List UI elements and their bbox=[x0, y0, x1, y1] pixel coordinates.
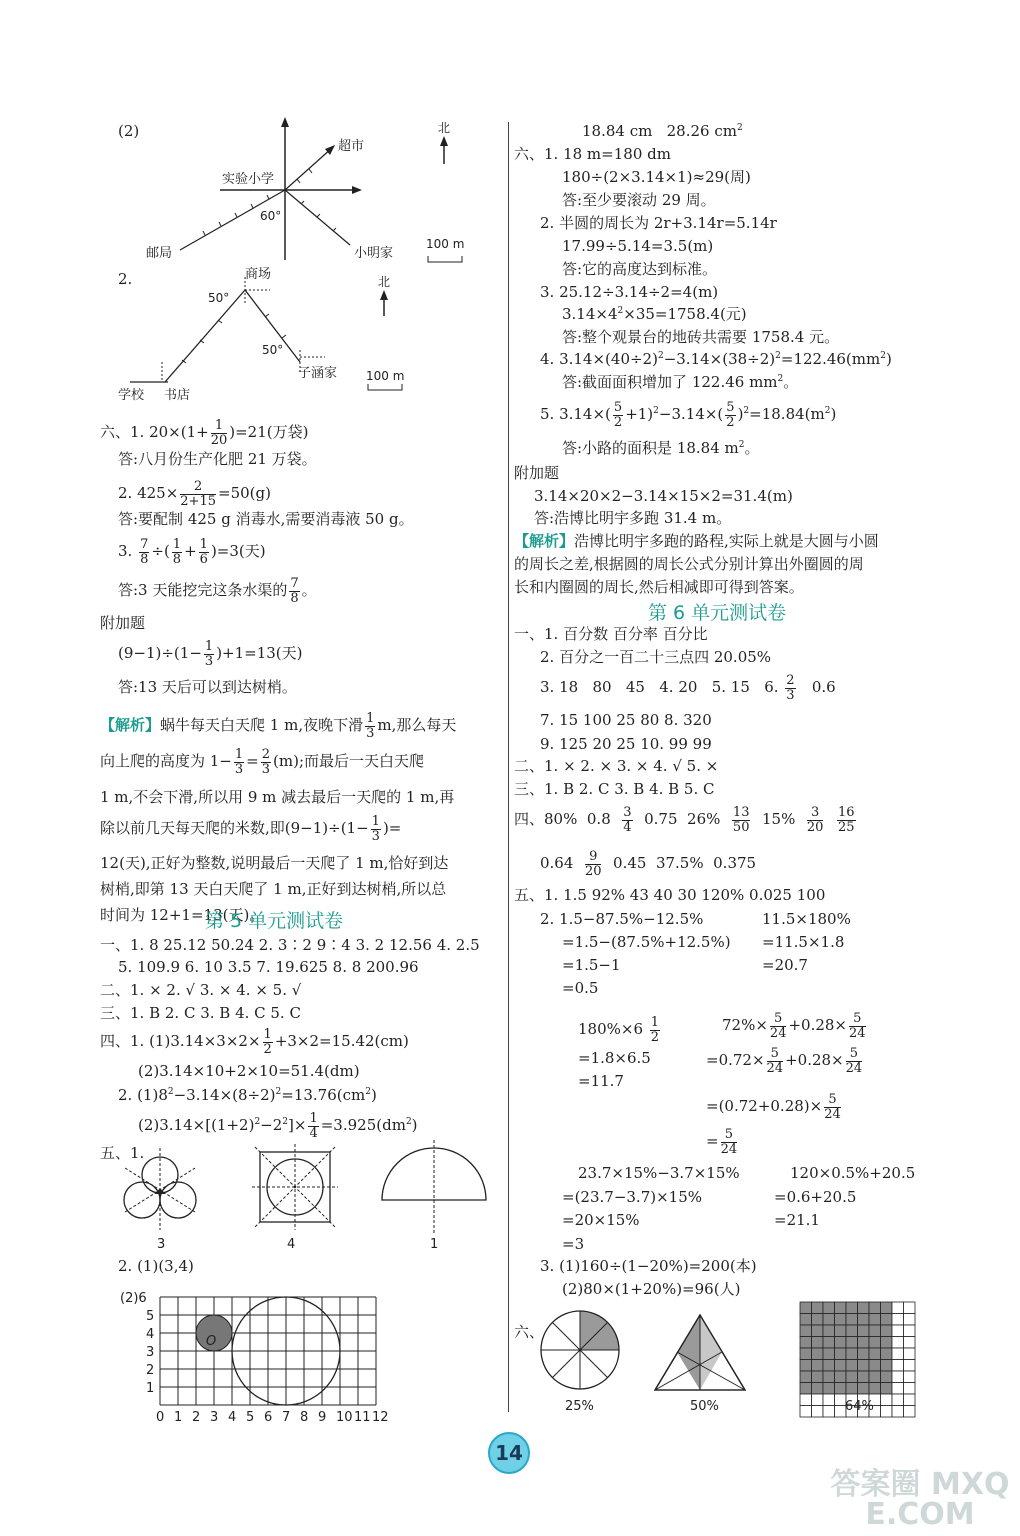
grid-cell bbox=[823, 1325, 835, 1337]
grid-cell bbox=[823, 1371, 835, 1383]
u6-3: 3. 18 80 45 4. 20 5. 15 6. $\frac{2}{3}$ 0.6 bbox=[540, 673, 836, 703]
grid-y-tick: 5 bbox=[146, 1309, 155, 1324]
grid-cell bbox=[800, 1383, 812, 1395]
r6-5c: 答:小路的面积是 18.84 $m^2$。 bbox=[562, 439, 760, 457]
grid-x-tick: 0 bbox=[156, 1410, 165, 1425]
svg-text:北: 北 bbox=[378, 275, 391, 289]
unit6-title: 第 6 单元测试卷 bbox=[648, 602, 787, 624]
u6-san: 三、1. B 2. C 3. B 4. B 5. C bbox=[514, 780, 715, 798]
u5-4-3: 2. $(1)8^2-3.14\times(8\div 2)^2=13.76(cm^2)$ bbox=[118, 1086, 377, 1104]
calcD-2: =(0.72+0.28)× $\frac{5}{24}$ bbox=[706, 1092, 841, 1122]
coordinate-grid bbox=[120, 1275, 400, 1425]
r6-3: 3. 25.12÷3.14÷2=4(m) bbox=[540, 283, 719, 301]
grid-cell bbox=[835, 1337, 847, 1349]
grid-cell bbox=[835, 1348, 847, 1360]
grid-cell bbox=[800, 1314, 812, 1326]
grid-cell bbox=[846, 1348, 858, 1360]
q2-label: 2. bbox=[118, 270, 133, 288]
map1-school: 实验小学 bbox=[222, 172, 275, 187]
grid-cell bbox=[904, 1406, 916, 1418]
calcD-1: =0.72× $\frac{5}{24}$ +0.28× $\frac{5}{24}$ bbox=[706, 1046, 863, 1076]
six-2-answer: 答:要配制 425 g 消毒水,需要消毒液 50 g。 bbox=[118, 510, 414, 528]
u6-wu1: 五、1. 1.5 92% 43 40 30 120% 0.025 100 bbox=[514, 886, 826, 904]
grid-cell bbox=[846, 1314, 858, 1326]
calcD-0: 72%× $\frac{5}{24}$ +0.28× $\frac{5}{24}$ bbox=[722, 1011, 866, 1041]
u5-1a: 一、1. 8 25.12 50.24 2. 3∶2 9∶4 3. 2 12.56 4. 2.5 bbox=[100, 936, 480, 954]
fujia-left-eq: (9−1)÷(1− $\frac{1}{3}$ )+1=13(天) bbox=[118, 639, 303, 669]
jiexi-left-4: 除以前几天每天爬的米数,即(9−1)÷(1− $\frac{1}{3}$ )= bbox=[100, 814, 402, 844]
calcA-1: =1.5−(87.5%+12.5%) bbox=[562, 933, 731, 951]
grid-cell bbox=[869, 1348, 881, 1360]
map2-mall: 商场 bbox=[245, 267, 272, 282]
grid-cell bbox=[812, 1325, 824, 1337]
calcA-2: =1.5−1 bbox=[562, 956, 621, 974]
grid-cell bbox=[846, 1360, 858, 1372]
r6-1c: 答:至少要滚动 29 周。 bbox=[562, 191, 716, 209]
u6-er: 二、1. × 2. × 3. × 4. √ 5. × bbox=[514, 757, 719, 775]
r6-3c: 答:整个观景台的地砖共需要 1758.4 元。 bbox=[562, 328, 840, 346]
grid-cell bbox=[892, 1371, 904, 1383]
grid-cell bbox=[904, 1383, 916, 1395]
grid-cell bbox=[823, 1348, 835, 1360]
grid-cell bbox=[858, 1314, 870, 1326]
u6-si: 四、80% 0.8 $\frac{3}{4}$ 0.75 26% $\frac{13}{50}$ 15% $\frac{3}{20}$ $\frac{16}{25}$ bbox=[514, 805, 855, 835]
svg-text:25%: 25% bbox=[565, 1399, 594, 1414]
symmetry-figures bbox=[115, 1140, 475, 1250]
u6-4: 7. 15 100 25 80 8. 320 bbox=[540, 711, 712, 729]
grid-x-tick: 1 bbox=[174, 1410, 183, 1425]
r6-2c: 答:它的高度达到标准。 bbox=[562, 260, 718, 278]
item-2-label: (2) bbox=[118, 122, 140, 140]
u5-4-1: 四、1. (1)3.14×3×2× $\frac{1}{2}$ +3×2=15.42(cm) bbox=[100, 1027, 409, 1057]
grid-cell bbox=[892, 1383, 904, 1395]
u5-1b: 5. 109.9 6. 10 3.5 7. 19.625 8. 8 200.96 bbox=[118, 958, 419, 976]
u6-1: 一、1. 百分数 百分率 百分比 bbox=[514, 625, 708, 643]
grid-cell bbox=[869, 1302, 881, 1314]
grid-cell bbox=[812, 1337, 824, 1349]
grid-cell bbox=[858, 1325, 870, 1337]
unit5-title: 第 5 单元测试卷 bbox=[205, 910, 344, 932]
grid-cell bbox=[892, 1360, 904, 1372]
grid-cell bbox=[812, 1406, 824, 1418]
r6-5: 5. 3.14×( $\frac{5}{2}$ +1)$^2$−3.14×( $\frac{5}{2}$ )$^2=18.84(m^2)$ bbox=[540, 400, 837, 430]
fujia-right-eq: 3.14×20×2−3.14×15×2=31.4(m) bbox=[534, 487, 793, 505]
calcE-3: =3 bbox=[562, 1235, 585, 1253]
grid-cell bbox=[892, 1314, 904, 1326]
calcC-1: =1.8×6.5 bbox=[578, 1049, 651, 1067]
grid-cell bbox=[892, 1325, 904, 1337]
r6-1b: 180÷(2×3.14×1)≈29(周) bbox=[562, 168, 751, 186]
grid-cell bbox=[881, 1360, 893, 1372]
grid-cell bbox=[881, 1337, 893, 1349]
page-number-badge bbox=[488, 1432, 530, 1474]
grid-cell bbox=[823, 1302, 835, 1314]
grid-y-tick: 4 bbox=[146, 1327, 155, 1342]
w3b: (2)80×(1+20%)=96(人) bbox=[562, 1280, 741, 1298]
u5-5-2: 2. (1)(3,4) bbox=[118, 1257, 194, 1275]
grid-cell bbox=[835, 1314, 847, 1326]
svg-text:4: 4 bbox=[287, 1237, 296, 1252]
grid-cell bbox=[800, 1302, 812, 1314]
grid-y-tick: 3 bbox=[146, 1345, 155, 1360]
u5-4-4: $(2)3.14\times[(1+2)^2-2^2]\times$ $\frac{1}{4}$ $=3.925(dm^2)$ bbox=[138, 1111, 418, 1141]
calcA-0: 2. 1.5−87.5%−12.5% bbox=[540, 910, 704, 928]
grid-cell bbox=[835, 1383, 847, 1395]
grid-cell bbox=[812, 1360, 824, 1372]
grid-cell bbox=[904, 1337, 916, 1349]
map1-angle: 60° bbox=[260, 209, 282, 223]
grid-cell bbox=[812, 1314, 824, 1326]
grid-x-tick: 6 bbox=[264, 1410, 273, 1425]
grid-x-tick: 2 bbox=[192, 1410, 201, 1425]
page-number: 14 bbox=[495, 1441, 523, 1465]
map2-school: 学校 bbox=[118, 388, 145, 403]
r6-3b: $3.14\times 4^2\times 35=1758.4$(元) bbox=[562, 305, 747, 323]
grid-cell bbox=[835, 1371, 847, 1383]
u5-2: 二、1. × 2. √ 3. × 4. × 5. √ bbox=[100, 981, 302, 999]
fujia-left-answer: 答:13 天后可以到达树梢。 bbox=[118, 678, 297, 696]
six-1-answer: 答:八月份生产化肥 21 万袋。 bbox=[118, 450, 317, 468]
grid-cell bbox=[812, 1383, 824, 1395]
grid-cell bbox=[812, 1394, 824, 1406]
svg-text:1: 1 bbox=[430, 1237, 439, 1252]
fujia-left: 附加题 bbox=[100, 614, 146, 632]
w3a: 3. (1)160÷(1−20%)=200(本) bbox=[540, 1257, 757, 1275]
svg-text:北: 北 bbox=[438, 121, 451, 135]
watermark: 答案圈 MXQE.COM bbox=[830, 1467, 1010, 1532]
grid-cell bbox=[892, 1337, 904, 1349]
r6-1: 六、1. 18 m=180 dm bbox=[514, 145, 671, 163]
grid-cell bbox=[812, 1348, 824, 1360]
svg-text:3: 3 bbox=[157, 1237, 166, 1252]
calcC-0: 180%×6 $\frac{1}{2}$ bbox=[578, 1015, 660, 1045]
map1-xiaoming: 小明家 bbox=[354, 246, 394, 261]
grid-cell bbox=[869, 1325, 881, 1337]
grid-cell bbox=[858, 1383, 870, 1395]
u5-3: 三、1. B 2. C 3. B 4. C 5. C bbox=[100, 1004, 301, 1022]
grid-cell bbox=[869, 1371, 881, 1383]
grid-cell bbox=[869, 1337, 881, 1349]
liu-label: 六、 bbox=[514, 1323, 545, 1341]
calcD-3: = $\frac{5}{24}$ bbox=[706, 1127, 738, 1157]
grid-cell bbox=[881, 1325, 893, 1337]
grid-x-tick: 8 bbox=[300, 1410, 309, 1425]
jiexi-left-2: 向上爬的高度为 1− $\frac{1}{3}$ = $\frac{2}{3}$ (m);而最后一天白天爬 bbox=[100, 747, 425, 777]
calcF-1: =0.6+20.5 bbox=[774, 1188, 857, 1206]
grid-cell bbox=[904, 1360, 916, 1372]
r6-2b: 17.99÷5.14=3.5(m) bbox=[562, 237, 714, 255]
svg-text:50%: 50% bbox=[690, 1399, 719, 1414]
grid-cell bbox=[881, 1371, 893, 1383]
map2-bookstore: 书店 bbox=[164, 388, 191, 403]
grid-x-tick: 3 bbox=[210, 1410, 219, 1425]
grid-cell bbox=[881, 1383, 893, 1395]
grid-x-tick: 9 bbox=[318, 1410, 327, 1425]
r-top: 18.84 cm 28.26 $cm^2$ bbox=[582, 122, 743, 140]
grid-cell bbox=[904, 1394, 916, 1406]
calcE-2: =20×15% bbox=[562, 1211, 640, 1229]
grid-x-tick: 7 bbox=[282, 1410, 291, 1425]
grid-cell bbox=[892, 1302, 904, 1314]
jiexi-left-1: 【解析】蜗牛每天白天爬 1 m,夜晚下滑 $\frac{1}{3}$ m,那么每天 bbox=[100, 711, 457, 741]
grid-cell bbox=[892, 1406, 904, 1418]
grid-cell bbox=[846, 1337, 858, 1349]
calcE-0: 23.7×15%−3.7×15% bbox=[578, 1164, 740, 1182]
calcB-0: 11.5×180% bbox=[762, 910, 851, 928]
grid-cell bbox=[904, 1302, 916, 1314]
map-diagram-1 bbox=[146, 115, 470, 275]
u6-si2: 0.64 $\frac{9}{20}$ 0.45 37.5% 0.375 bbox=[540, 849, 757, 879]
fujia-right: 附加题 bbox=[514, 464, 560, 482]
grid-cell bbox=[835, 1302, 847, 1314]
u5-4-2: (2)3.14×10+2×10=51.4(dm) bbox=[138, 1062, 360, 1080]
r6-4: 4. $3.14\times(40\div 2)^2-3.14\times(38\div 2)^2=122.46(mm^2)$ bbox=[540, 350, 892, 368]
calcC-2: =11.7 bbox=[578, 1072, 624, 1090]
calcF-0: 120×0.5%+20.5 bbox=[790, 1164, 916, 1182]
grid-cell bbox=[881, 1314, 893, 1326]
grid-cell bbox=[858, 1371, 870, 1383]
grid-cell bbox=[835, 1325, 847, 1337]
grid-cell bbox=[904, 1371, 916, 1383]
map2-zihan: 子涵家 bbox=[298, 366, 338, 381]
fujia-right-answer: 答:浩博比明宇多跑 31.4 m。 bbox=[534, 509, 732, 527]
grid-cell bbox=[881, 1302, 893, 1314]
jiexi-left-6: 树梢,即第 13 天白天爬了 1 m,正好到达树梢,所以总 bbox=[100, 880, 447, 898]
grid-cell bbox=[800, 1325, 812, 1337]
jiexi-left-5: 12(天),正好为整数,说明最后一天爬了 1 m,恰好到达 bbox=[100, 854, 449, 872]
grid-cell bbox=[892, 1348, 904, 1360]
jiexi-right-1: 【解析】浩博比明宇多跑的路程,实际上就是大圆与小圆 bbox=[514, 532, 879, 550]
shaded-figures bbox=[535, 1300, 935, 1420]
grid-y-label-6: (2)6 bbox=[120, 1291, 147, 1306]
triangle-50-percent bbox=[655, 1315, 745, 1390]
circle-25-percent bbox=[541, 1311, 619, 1389]
grid-cell bbox=[858, 1348, 870, 1360]
grid-cell bbox=[823, 1383, 835, 1395]
grid-cell bbox=[846, 1302, 858, 1314]
jiexi-left-3: 1 m,不会下滑,所以用 9 m 减去最后一天爬的 1 m,再 bbox=[100, 788, 455, 806]
grid-cell bbox=[904, 1314, 916, 1326]
grid-origin-label: O bbox=[206, 1334, 217, 1349]
grid-cell bbox=[800, 1337, 812, 1349]
grid-cell bbox=[800, 1360, 812, 1372]
grid-cell bbox=[869, 1314, 881, 1326]
grid-cell bbox=[881, 1406, 893, 1418]
jiexi-right-3: 长和内圈圆的周长,然后相减即可得到答案。 bbox=[514, 578, 804, 596]
grid-cell bbox=[858, 1337, 870, 1349]
map1-compass bbox=[426, 120, 472, 265]
map1-supermarket: 超市 bbox=[338, 139, 365, 154]
grid-cell bbox=[858, 1360, 870, 1372]
calcE-1: =(23.7−3.7)×15% bbox=[562, 1188, 703, 1206]
map2-compass bbox=[366, 275, 412, 396]
grid-cell bbox=[823, 1394, 835, 1406]
r6-2: 2. 半圆的周长为 2r+3.14r=5.14r bbox=[540, 214, 777, 232]
svg-text:100 m: 100 m bbox=[366, 369, 405, 383]
six-3: 3. $\frac{7}{8}$ ÷( $\frac{1}{8}$ + $\frac{1}{6}$ )=3(天) bbox=[118, 537, 266, 567]
grid-x-tick: 4 bbox=[228, 1410, 237, 1425]
grid-x-tick: 11 bbox=[354, 1410, 371, 1425]
map2-angle2: 50° bbox=[262, 343, 284, 357]
grid-x-tick: 10 bbox=[336, 1410, 353, 1425]
grid-cell bbox=[846, 1325, 858, 1337]
calcF-2: =21.1 bbox=[774, 1211, 820, 1229]
map2-angle1: 50° bbox=[208, 291, 230, 305]
grid-cell bbox=[812, 1371, 824, 1383]
grid-cell bbox=[823, 1314, 835, 1326]
grid-cell bbox=[904, 1348, 916, 1360]
grid-cell bbox=[835, 1360, 847, 1372]
grid-cell bbox=[892, 1394, 904, 1406]
calcB-2: =20.7 bbox=[762, 956, 808, 974]
u5-5-label: 五、1. bbox=[100, 1144, 145, 1162]
grid-cell bbox=[800, 1406, 812, 1418]
svg-text:64%: 64% bbox=[845, 1399, 874, 1414]
grid-y-tick: 1 bbox=[146, 1381, 155, 1396]
grid-cell bbox=[800, 1348, 812, 1360]
six-2: 2. 425× $\frac{2}{2+15}$ =50(g) bbox=[118, 479, 271, 509]
grid-y-tick: 2 bbox=[146, 1363, 155, 1378]
grid-cell bbox=[800, 1394, 812, 1406]
grid-cell bbox=[823, 1406, 835, 1418]
svg-text:100 m: 100 m bbox=[426, 237, 465, 251]
r6-4c: 答:截面面积增加了 122.46 $mm^2$。 bbox=[562, 373, 799, 391]
map1-post: 邮局 bbox=[146, 246, 173, 261]
six-1: 六、1. 20×(1+ $\frac{1}{20}$ )=21(万袋) bbox=[100, 418, 309, 448]
grid-cell bbox=[869, 1383, 881, 1395]
grid-cell bbox=[881, 1348, 893, 1360]
grid-cell bbox=[812, 1302, 824, 1314]
jiexi-right-2: 的周长之差,根据圆的周长公式分别计算出外圈圆的周 bbox=[514, 555, 864, 573]
grid-cell bbox=[846, 1383, 858, 1395]
grid-cell bbox=[823, 1360, 835, 1372]
grid-cell bbox=[823, 1337, 835, 1349]
column-divider bbox=[508, 122, 509, 1412]
grid-x-tick: 12 bbox=[372, 1410, 389, 1425]
grid-cell bbox=[858, 1302, 870, 1314]
u6-5: 9. 125 20 25 10. 99 99 bbox=[540, 735, 712, 753]
grid-cell bbox=[846, 1371, 858, 1383]
grid-x-tick: 5 bbox=[246, 1410, 255, 1425]
grid-cell bbox=[881, 1394, 893, 1406]
grid-cell bbox=[869, 1360, 881, 1372]
six-3-answer: 答:3 天能挖完这条水渠的 $\frac{7}{8}$ 。 bbox=[118, 576, 317, 606]
grid-cell bbox=[800, 1371, 812, 1383]
grid-cell bbox=[904, 1325, 916, 1337]
jiexi-left-7: 时间为 12+1=13(天)。 bbox=[100, 906, 265, 924]
u6-2: 2. 百分之一百二十三点四 20.05% bbox=[540, 648, 772, 666]
calcA-3: =0.5 bbox=[562, 979, 599, 997]
calcB-1: =11.5×1.8 bbox=[762, 933, 845, 951]
